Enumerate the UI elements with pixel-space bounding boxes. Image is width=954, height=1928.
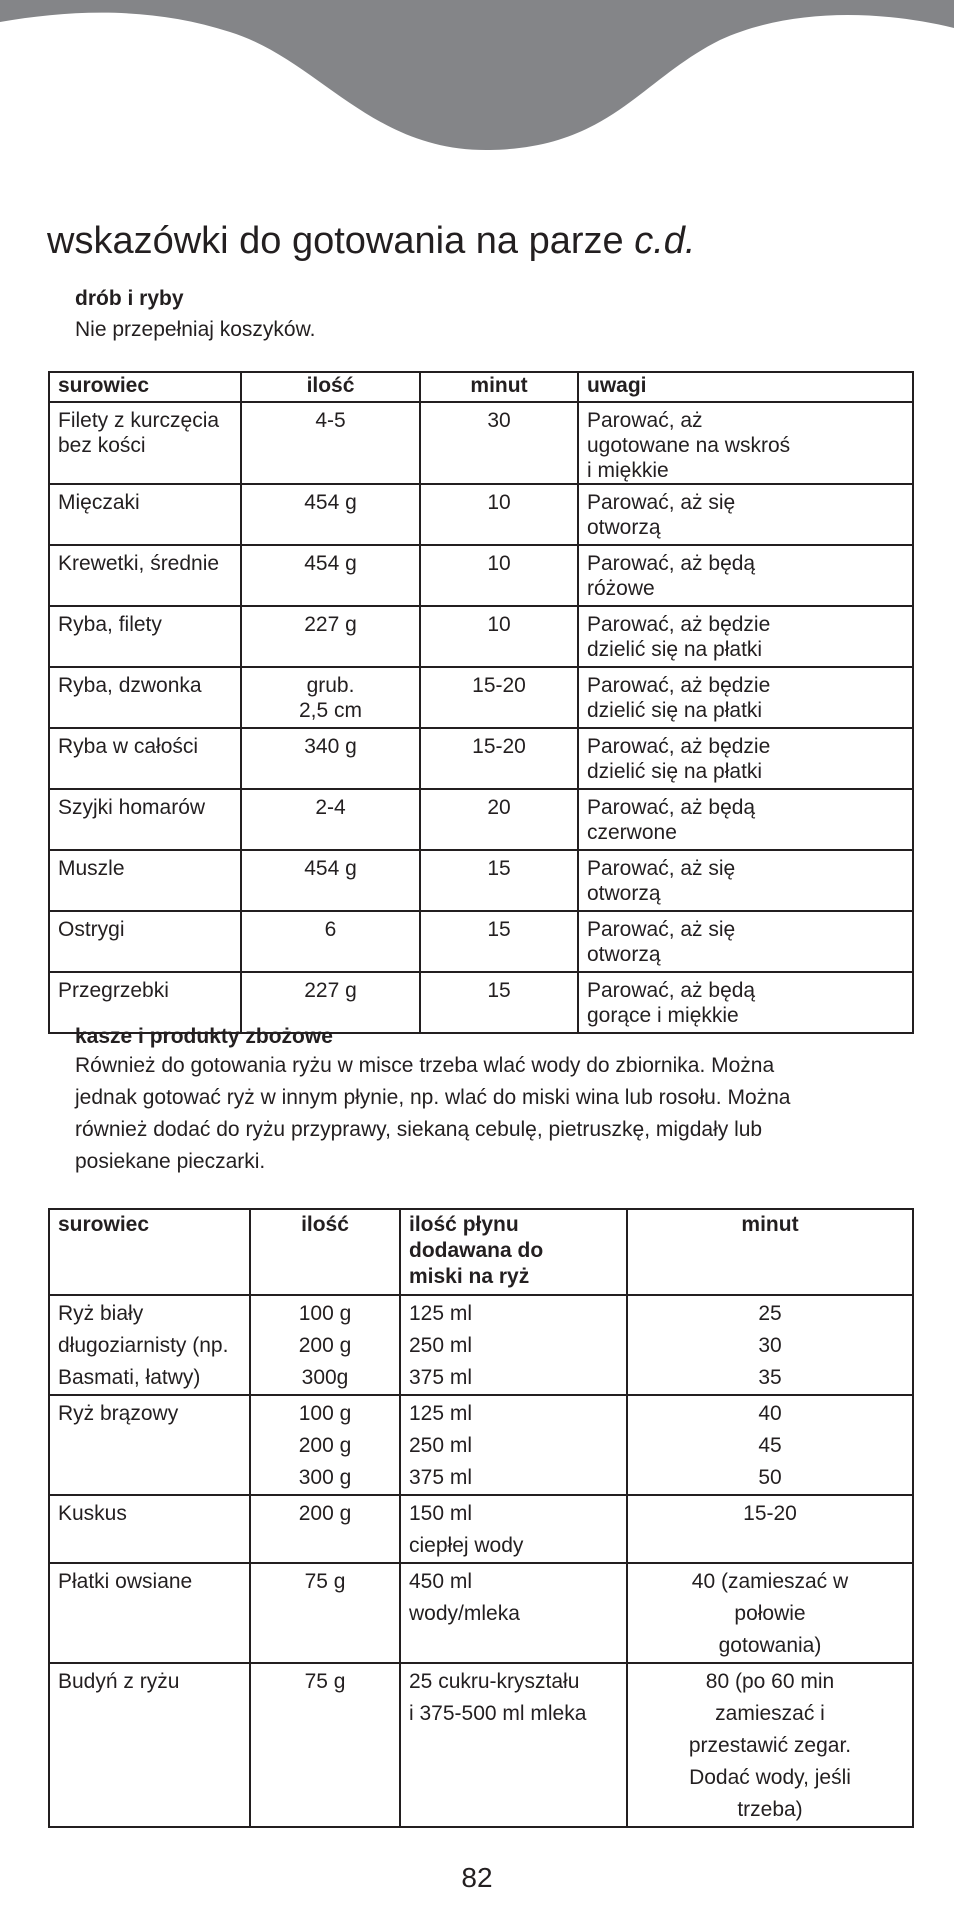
table-row xyxy=(49,789,913,850)
table-row xyxy=(49,1563,913,1663)
page-title-suffix: c.d. xyxy=(634,220,696,262)
cell-line: otworzą xyxy=(587,516,661,539)
cell-line: trzeba) xyxy=(737,1798,803,1821)
cell-line: przestawić zegar. xyxy=(688,1734,852,1757)
cell-notes xyxy=(578,911,913,972)
cell-amount xyxy=(241,606,420,667)
cell-line: gorące i miękkie xyxy=(587,1004,739,1027)
table-row xyxy=(49,1295,913,1395)
cell-line: i 375-500 ml mleka xyxy=(409,1702,587,1725)
table-row xyxy=(49,667,913,728)
cell-line: Dodać wody, jeśli xyxy=(689,1766,851,1789)
cell-minutes: 20 xyxy=(420,789,578,850)
cell-line: Krewetki, średnie xyxy=(58,552,220,575)
cell-line: Parować, aż będą xyxy=(587,979,756,1002)
cell-minutes: 10 xyxy=(420,606,578,667)
page-title xyxy=(47,218,695,264)
cell-line: grub. xyxy=(306,674,355,697)
cell-notes xyxy=(578,667,913,728)
table-row xyxy=(49,728,913,789)
column-header-notes: uwagi xyxy=(578,372,913,402)
cell-line: 125 ml xyxy=(409,1402,473,1425)
paragraph-line: Również do gotowania ryżu w misce trzeba wlać wody do zbiornika. Można xyxy=(75,1054,775,1077)
cell-line: 30 xyxy=(758,1334,782,1357)
cell-amount xyxy=(241,402,420,484)
cell-line: dzielić się na płatki xyxy=(587,760,763,783)
table-row xyxy=(49,1495,913,1563)
table-row xyxy=(49,1663,913,1827)
cell-notes xyxy=(578,484,913,545)
cell-minutes: 30 xyxy=(420,402,578,484)
cell-food xyxy=(49,789,241,850)
cell-line: 454 g xyxy=(304,857,357,880)
cell-line: 2,5 cm xyxy=(298,699,363,722)
cell-amount xyxy=(241,728,420,789)
cell-line: gotowania) xyxy=(718,1634,822,1657)
cell-food xyxy=(49,545,241,606)
cell-line: Parować, aż będą xyxy=(587,552,756,575)
cell-amount xyxy=(250,1295,400,1395)
column-header-amount: ilość xyxy=(241,372,420,402)
cell-minutes xyxy=(627,1663,913,1827)
cell-line: 4-5 xyxy=(315,409,346,432)
cell-line: 75 g xyxy=(304,1670,346,1693)
table-row xyxy=(49,402,913,484)
cell-line: ciepłej wody xyxy=(409,1534,524,1557)
cell-line: Przegrzebki xyxy=(58,979,169,1002)
cell-line: 340 g xyxy=(304,735,357,758)
column-header-food: surowiec xyxy=(49,372,241,402)
cell-amount xyxy=(241,850,420,911)
cell-minutes xyxy=(627,1563,913,1663)
cell-amount xyxy=(250,1663,400,1827)
cell-line: 125 ml xyxy=(409,1302,473,1325)
cell-minutes: 15 xyxy=(420,911,578,972)
cell-line: Ryba, filety xyxy=(58,613,162,636)
paragraph-line: jednak gotować ryż w innym płynie, np. wlać do miski wina lub rosołu. Można xyxy=(75,1086,791,1109)
cell-minutes: 15 xyxy=(420,972,578,1033)
cell-line: połowie xyxy=(734,1602,806,1625)
page-number: 82 xyxy=(461,1862,493,1893)
cell-line: Budyń z ryżu xyxy=(58,1670,180,1693)
cell-food xyxy=(49,606,241,667)
cell-line: Parować, aż się xyxy=(587,918,736,941)
cell-line: 45 xyxy=(758,1434,782,1457)
cell-line: 80 (po 60 min xyxy=(705,1670,835,1693)
grains-paragraph xyxy=(75,1050,791,1178)
cell-line: długoziarnisty (np. xyxy=(58,1334,229,1357)
table-header-row xyxy=(49,372,913,402)
cell-notes xyxy=(578,606,913,667)
cell-notes xyxy=(578,850,913,911)
cell-line: Parować, aż się xyxy=(587,491,736,514)
cell-line: 100 g xyxy=(298,1402,352,1425)
cell-line: 300 g xyxy=(298,1466,352,1489)
table-row xyxy=(49,606,913,667)
grains-table xyxy=(48,1208,914,1828)
cell-line: 40 (zamieszać w xyxy=(691,1570,849,1593)
cell-line: Parować, aż będzie xyxy=(587,735,771,758)
cell-line: dzielić się na płatki xyxy=(587,638,763,661)
table-row xyxy=(49,1395,913,1495)
table-row xyxy=(49,545,913,606)
cell-line: 450 ml xyxy=(409,1570,473,1593)
page-title-main: wskazówki do gotowania na parze xyxy=(47,220,624,262)
cell-food xyxy=(49,850,241,911)
table-row xyxy=(49,911,913,972)
cell-amount xyxy=(241,545,420,606)
cell-minutes: 15-20 xyxy=(420,667,578,728)
cell-line: i miękkie xyxy=(587,459,669,482)
cell-minutes: 15 xyxy=(420,850,578,911)
cell-line: wody/mleka xyxy=(409,1602,520,1625)
cell-line: bez kości xyxy=(58,434,146,457)
cell-line: 300g xyxy=(301,1366,349,1389)
cell-line: 25 cukru-kryształu xyxy=(409,1670,580,1693)
cell-food xyxy=(49,1495,250,1563)
cell-line: Ryż brązowy xyxy=(58,1402,179,1425)
cell-line: 6 xyxy=(324,918,337,941)
cell-food xyxy=(49,484,241,545)
cell-line: 227 g xyxy=(304,979,357,1002)
cell-amount xyxy=(250,1495,400,1563)
cell-line: Muszle xyxy=(58,857,125,880)
cell-amount xyxy=(241,911,420,972)
cell-food xyxy=(49,728,241,789)
cell-line: Ryż biały xyxy=(58,1302,144,1325)
poultry-fish-table xyxy=(48,371,914,1034)
cell-minutes xyxy=(627,1495,913,1563)
header-line: ilość płynu xyxy=(409,1213,519,1236)
cell-line: zamieszać i xyxy=(715,1702,825,1725)
cell-line: 100 g xyxy=(298,1302,352,1325)
cell-line: 75 g xyxy=(304,1570,346,1593)
paragraph-line: posiekane pieczarki. xyxy=(75,1150,266,1173)
cell-liquid xyxy=(400,1295,627,1395)
column-header-minutes: minut xyxy=(627,1209,913,1295)
cell-amount xyxy=(250,1395,400,1495)
header-line: miski na ryż xyxy=(409,1265,530,1288)
cell-notes xyxy=(578,545,913,606)
cell-line: Mięczaki xyxy=(58,491,140,514)
cell-line: otworzą xyxy=(587,882,661,905)
header-wave-decoration xyxy=(0,0,954,160)
cell-line: Basmati, łatwy) xyxy=(58,1366,201,1389)
paragraph-line: również dodać do ryżu przyprawy, siekaną cebulę, pietruszkę, migdały lub xyxy=(75,1118,763,1141)
cell-notes xyxy=(578,728,913,789)
cell-amount xyxy=(241,484,420,545)
cell-liquid xyxy=(400,1395,627,1495)
cell-notes xyxy=(578,402,913,484)
cell-line: 150 ml xyxy=(409,1502,473,1525)
section-heading-grains: kasze i produkty zbożowe xyxy=(75,1025,333,1048)
cell-line: Płatki owsiane xyxy=(58,1570,193,1593)
cell-minutes xyxy=(627,1295,913,1395)
cell-amount xyxy=(250,1563,400,1663)
cell-line: otworzą xyxy=(587,943,661,966)
cell-line: 375 ml xyxy=(409,1366,473,1389)
cell-food xyxy=(49,911,241,972)
cell-minutes xyxy=(627,1395,913,1495)
column-header-minutes: minut xyxy=(420,372,578,402)
cell-line: 35 xyxy=(758,1366,782,1389)
cell-line: 454 g xyxy=(304,552,357,575)
cell-line: 250 ml xyxy=(409,1334,473,1357)
cell-line: różowe xyxy=(587,577,655,600)
cell-liquid xyxy=(400,1563,627,1663)
cell-food xyxy=(49,1563,250,1663)
cell-liquid xyxy=(400,1663,627,1827)
cell-food xyxy=(49,667,241,728)
cell-line: 227 g xyxy=(304,613,357,636)
cell-food xyxy=(49,1663,250,1827)
cell-minutes: 15-20 xyxy=(420,728,578,789)
cell-line: 200 g xyxy=(298,1502,352,1525)
cell-minutes: 10 xyxy=(420,545,578,606)
cell-line: Ostrygi xyxy=(58,918,125,941)
cell-minutes: 10 xyxy=(420,484,578,545)
table-row xyxy=(49,850,913,911)
cell-amount xyxy=(241,667,420,728)
cell-liquid xyxy=(400,1495,627,1563)
cell-line: Ryba w całości xyxy=(58,735,199,758)
poultry-note: Nie przepełniaj koszyków. xyxy=(75,318,316,341)
cell-line: 2-4 xyxy=(315,796,346,819)
cell-line: 200 g xyxy=(298,1334,352,1357)
cell-line: 25 xyxy=(758,1302,782,1325)
cell-line: 375 ml xyxy=(409,1466,473,1489)
table-row xyxy=(49,484,913,545)
cell-food xyxy=(49,1395,250,1495)
cell-line: 250 ml xyxy=(409,1434,473,1457)
header-line: dodawana do xyxy=(409,1239,544,1262)
cell-food xyxy=(49,1295,250,1395)
section-heading-poultry: drób i ryby xyxy=(75,287,184,310)
cell-notes xyxy=(578,972,913,1033)
cell-notes xyxy=(578,789,913,850)
cell-line: Parować, aż się xyxy=(587,857,736,880)
cell-line: 200 g xyxy=(298,1434,352,1457)
cell-line: dzielić się na płatki xyxy=(587,699,763,722)
cell-line: Parować, aż xyxy=(587,409,703,432)
column-header-food: surowiec xyxy=(49,1209,250,1295)
cell-food xyxy=(49,402,241,484)
cell-line: Parować, aż będą xyxy=(587,796,756,819)
cell-line: 50 xyxy=(758,1466,782,1489)
cell-line: ugotowane na wskroś xyxy=(587,434,791,457)
cell-line: Kuskus xyxy=(58,1502,127,1525)
cell-line: Szyjki homarów xyxy=(58,796,206,819)
cell-line: 15-20 xyxy=(743,1502,797,1525)
cell-line: Ryba, dzwonka xyxy=(58,674,202,697)
cell-line: czerwone xyxy=(587,821,677,844)
column-header-liquid xyxy=(400,1209,627,1295)
cell-amount xyxy=(241,789,420,850)
table-header-row xyxy=(49,1209,913,1295)
cell-line: 454 g xyxy=(304,491,357,514)
column-header-amount: ilość xyxy=(250,1209,400,1295)
cell-line: 40 xyxy=(758,1402,782,1425)
cell-line: Parować, aż będzie xyxy=(587,613,771,636)
cell-line: Parować, aż będzie xyxy=(587,674,771,697)
cell-line: Filety z kurczęcia xyxy=(58,409,220,432)
